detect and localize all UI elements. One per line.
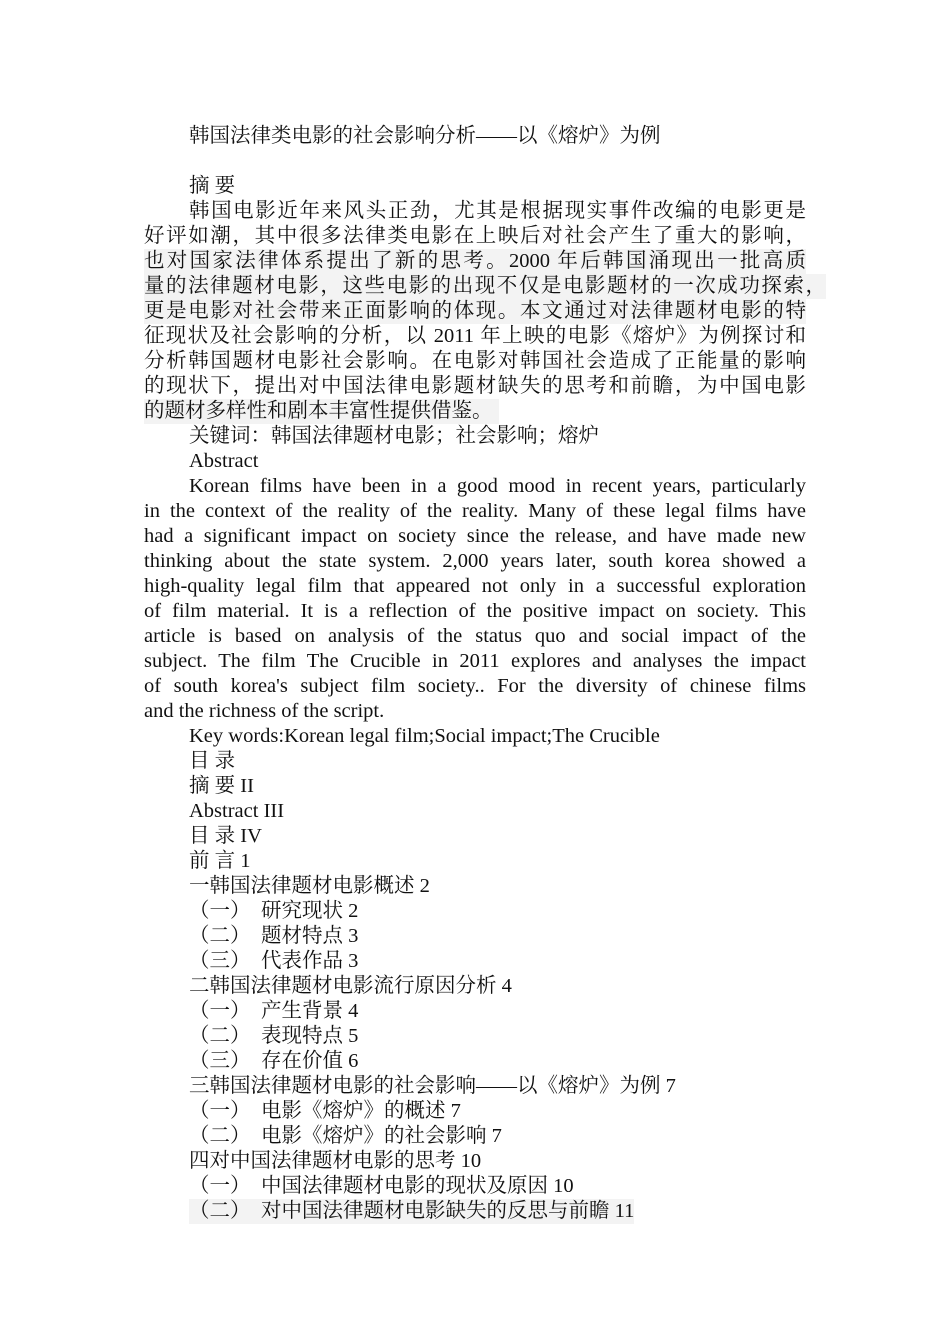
toc-subitem [189,1199,634,1224]
abstract-en-line: had a significant impact on society since the release, and have made new [144,525,806,547]
abstract-en-line: in the context of the reality of the reality. Many of these legal films have [144,500,806,522]
abstract-cn-line: 的现状下，提出对中国法律电影题材缺失的思考和前瞻，为中国电影 [144,375,806,397]
toc-subitem [189,949,358,974]
document-title: 韩国法律类电影的社会影响分析——以《熔炉》为例 [189,125,661,147]
toc-item: 四对中国法律题材电影的思考 10 [189,1150,482,1172]
abstract-cn-line: 好评如潮，其中很多法律类电影在上映后对社会产生了重大的影响， [144,225,806,247]
toc-subitem-label: 代表作品 3 [261,950,359,972]
toc-subitem-label: 表现特点 5 [261,1025,359,1047]
toc-subitem-number: （一） [189,1100,251,1122]
abstract-cn-line: 的题材多样性和剧本丰富性提供借鉴。 [144,399,499,424]
abstract-cn-line: 分析韩国题材电影社会影响。在电影对韩国社会造成了正能量的影响 [144,350,806,372]
abstract-cn-line: 更是电影对社会带来正面影响的体现。本文通过对法律题材电影的特 [144,300,806,322]
toc-subitem-label: 题材特点 3 [261,925,359,947]
toc-subitem-label: 存在价值 6 [261,1050,359,1072]
toc-subitem-number: （三） [189,950,251,972]
abstract-cn-keywords: 关键词：韩国法律题材电影；社会影响；熔炉 [189,425,599,447]
toc-subitem [189,899,358,924]
toc-subitem [189,1024,358,1049]
toc-subitem-number: （二） [189,1025,251,1047]
abstract-cn-heading: 摘 要 [189,175,236,197]
abstract-en-keywords: Key words:Korean legal film;Social impact;The Crucible [189,725,660,747]
abstract-en-line: and the richness of the script. [144,700,385,722]
toc-subitem [189,1049,358,1074]
toc-subitem-number: （二） [189,1200,251,1222]
abstract-en-line: of film material. It is a reflection of the positive impact on society. This [144,600,806,622]
abstract-en-line: thinking about the state system. 2,000 years later, south korea showed a [144,550,806,572]
abstract-cn-line: 韩国电影近年来风头正劲，尤其是根据现实事件改编的电影更是 [189,200,806,222]
toc-subitem-number: （一） [189,1175,251,1197]
toc-item: 三韩国法律题材电影的社会影响——以《熔炉》为例 7 [189,1075,676,1097]
toc-subitem-number: （二） [189,925,251,947]
abstract-en-line: Korean films have been in a good mood in recent years, particularly [189,475,806,497]
abstract-cn-line: 征现状及社会影响的分析，以 2011 年上映的电影《熔炉》为例探讨和 [144,325,806,347]
toc-subitem [189,924,358,949]
abstract-cn-line: 量的法律题材电影，这些电影的出现不仅是电影题材的一次成功探索， [144,275,826,297]
toc-subitem-label: 产生背景 4 [261,1000,359,1022]
toc-item: Abstract III [189,800,285,822]
toc-item: 二韩国法律题材电影流行原因分析 4 [189,975,512,997]
toc-subitem-number: （三） [189,1050,251,1072]
toc-item: 摘 要 II [189,775,254,797]
abstract-en-line: of south korea's subject film society.. For the diversity of chinese films [144,675,806,697]
toc-subitem-label: 研究现状 2 [261,900,359,922]
toc-subitem [189,999,358,1024]
toc-subitem-number: （二） [189,1125,251,1147]
toc-subitem [189,1124,502,1149]
toc-item: 目 录 IV [189,825,262,847]
toc-item: 一韩国法律题材电影概述 2 [189,875,430,897]
abstract-en-line: article is based on analysis of the status quo and social impact of the [144,625,806,647]
toc-subitem-label: 中国法律题材电影的现状及原因 10 [261,1175,574,1197]
toc-subitem-number: （一） [189,900,251,922]
abstract-en-line: high-quality legal film that appeared not only in a successful exploration [144,575,806,597]
toc-subitem-number: （一） [189,1000,251,1022]
abstract-en-line: subject. The film The Crucible in 2011 explores and analyses the impact [144,650,806,672]
toc-subitem-label: 对中国法律题材电影缺失的反思与前瞻 11 [261,1200,635,1222]
toc-item: 前 言 1 [189,850,251,872]
toc-subitem-label: 电影《熔炉》的概述 7 [261,1100,461,1122]
toc-subitem-label: 电影《熔炉》的社会影响 7 [261,1125,502,1147]
abstract-en-heading: Abstract [189,450,259,472]
toc-subitem [189,1174,574,1199]
toc-heading: 目 录 [189,750,236,772]
toc-subitem [189,1099,461,1124]
abstract-cn-line: 也对国家法律体系提出了新的思考。2000 年后韩国涌现出一批高质 [144,250,806,272]
